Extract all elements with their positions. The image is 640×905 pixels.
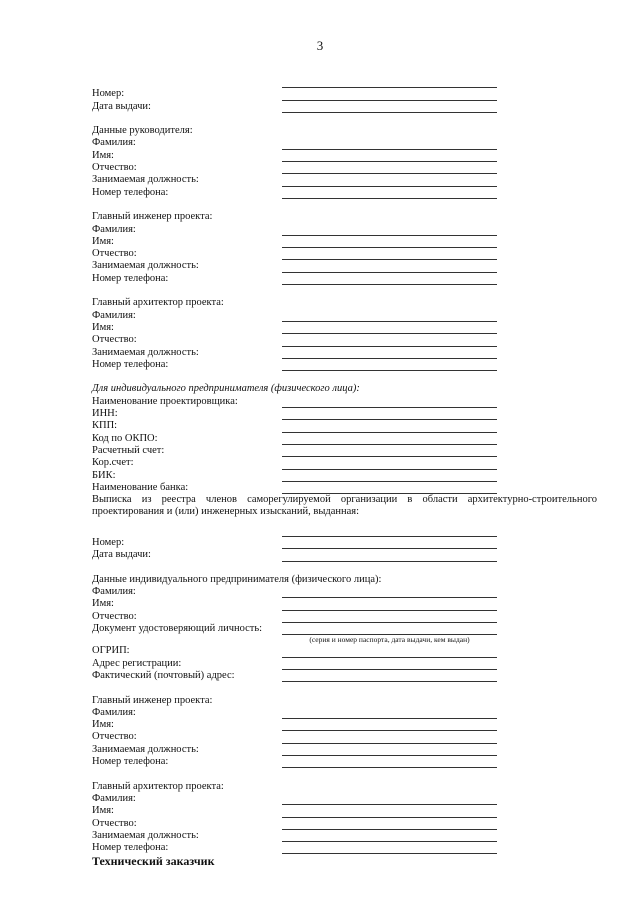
architect2-phone-row bbox=[92, 842, 597, 854]
ip-name-row bbox=[92, 598, 597, 610]
page-number: 3 bbox=[316, 38, 324, 53]
architect2-phone-field[interactable] bbox=[282, 853, 497, 854]
manager-phone-field[interactable] bbox=[282, 198, 497, 199]
engineer2-name-label: Имя: bbox=[92, 719, 114, 731]
ip-name-label: Имя: bbox=[92, 598, 114, 610]
manager-surname-row bbox=[92, 137, 597, 149]
issue-date-row-2 bbox=[92, 549, 597, 561]
okpo-label: Код по ОКПО: bbox=[92, 432, 158, 444]
corr-account-label: Кор.счет: bbox=[92, 457, 134, 469]
ip-surname-row bbox=[92, 586, 597, 598]
reg-address-label: Адрес регистрации: bbox=[92, 657, 182, 669]
ip-patronymic-label: Отчество: bbox=[92, 610, 137, 622]
architect2-patronymic-row bbox=[92, 818, 597, 830]
architect-phone-field[interactable] bbox=[282, 370, 497, 371]
manager-patronymic-row bbox=[92, 162, 597, 174]
architect2-surname-label: Фамилия: bbox=[92, 792, 136, 804]
bik-label: БИК: bbox=[92, 469, 116, 481]
ogrip-row bbox=[92, 645, 597, 657]
engineer2-phone-field[interactable] bbox=[282, 767, 497, 768]
number-row bbox=[92, 88, 597, 100]
technical-customer-heading: Технический заказчик bbox=[92, 854, 215, 869]
architect-position-label: Занимаемая должность: bbox=[92, 346, 199, 358]
engineer-surname-row bbox=[92, 224, 597, 236]
engineer-surname-label: Фамилия: bbox=[92, 223, 136, 235]
architect2-patronymic-label: Отчество: bbox=[92, 817, 137, 829]
id-document-hint: (серия и номер паспорта, дата выдачи, кем выдан) bbox=[309, 635, 470, 645]
account-row bbox=[92, 445, 597, 457]
manager-heading: Данные руководителя: bbox=[92, 125, 193, 137]
issue-date-label-2: Дата выдачи: bbox=[92, 549, 151, 561]
engineer2-surname-label: Фамилия: bbox=[92, 706, 136, 718]
architect2-name-label: Имя: bbox=[92, 805, 114, 817]
engineer2-surname-row bbox=[92, 707, 597, 719]
architect-surname-label: Фамилия: bbox=[92, 309, 136, 321]
ip-patronymic-row bbox=[92, 611, 597, 623]
architect2-name-row bbox=[92, 805, 597, 817]
id-document-row bbox=[92, 623, 597, 635]
bank-name-field[interactable] bbox=[282, 493, 497, 494]
ip-surname-label: Фамилия: bbox=[92, 586, 136, 598]
kpp-row bbox=[92, 420, 597, 432]
corr-account-row bbox=[92, 457, 597, 469]
engineer2-position-label: Занимаемая должность: bbox=[92, 743, 199, 755]
number-label-2: Номер: bbox=[92, 536, 125, 548]
number-label: Номер: bbox=[92, 88, 125, 100]
chief-engineer-heading-2: Главный инженер проекта: bbox=[92, 694, 213, 706]
bank-name-row bbox=[92, 482, 597, 494]
engineer2-patronymic-row bbox=[92, 731, 597, 743]
chief-architect-heading-2: Главный архитектор проекта: bbox=[92, 780, 224, 792]
engineer-position-label: Занимаемая должность: bbox=[92, 260, 199, 272]
manager-name-row bbox=[92, 150, 597, 162]
engineer2-phone-label: Номер телефона: bbox=[92, 756, 169, 768]
actual-address-field[interactable] bbox=[282, 681, 497, 682]
okpo-row bbox=[92, 433, 597, 445]
engineer2-phone-row bbox=[92, 756, 597, 768]
architect-phone-label: Номер телефона: bbox=[92, 358, 169, 370]
architect2-surname-row bbox=[92, 793, 597, 805]
actual-address-row bbox=[92, 670, 597, 682]
sro-extract-text: Выписка из реестра членов саморегулируемой организации в области архитектурно-строительного проектирования и (или) инженерных изысканий, выданная: bbox=[92, 494, 597, 518]
architect2-phone-label: Номер телефона: bbox=[92, 842, 169, 854]
manager-patronymic-label: Отчество: bbox=[92, 162, 137, 174]
blank-line[interactable] bbox=[92, 525, 597, 537]
engineer2-name-row bbox=[92, 719, 597, 731]
architect2-position-row bbox=[92, 830, 597, 842]
issue-date-field-2[interactable] bbox=[282, 561, 497, 562]
architect-surname-row bbox=[92, 310, 597, 322]
architect-phone-row bbox=[92, 359, 597, 371]
engineer-patronymic-row bbox=[92, 248, 597, 260]
architect-patronymic-label: Отчество: bbox=[92, 334, 137, 346]
ogrip-label: ОГРИП: bbox=[92, 645, 130, 657]
manager-surname-label: Фамилия: bbox=[92, 137, 136, 149]
issue-date-label: Дата выдачи: bbox=[92, 100, 151, 112]
number-row-2 bbox=[92, 537, 597, 549]
form-content bbox=[92, 76, 597, 868]
architect2-position-label: Занимаемая должность: bbox=[92, 829, 199, 841]
engineer2-patronymic-label: Отчество: bbox=[92, 731, 137, 743]
blank-line[interactable] bbox=[92, 76, 597, 88]
engineer2-position-row bbox=[92, 744, 597, 756]
inn-row bbox=[92, 408, 597, 420]
designer-name-row bbox=[92, 396, 597, 408]
engineer-name-label: Имя: bbox=[92, 235, 114, 247]
manager-position-row bbox=[92, 174, 597, 186]
chief-engineer-heading: Главный инженер проекта: bbox=[92, 211, 213, 223]
engineer-phone-label: Номер телефона: bbox=[92, 272, 169, 284]
engineer-name-row bbox=[92, 236, 597, 248]
architect-name-label: Имя: bbox=[92, 321, 114, 333]
issue-date-row bbox=[92, 101, 597, 113]
account-label: Расчетный счет: bbox=[92, 444, 165, 456]
manager-phone-row bbox=[92, 187, 597, 199]
engineer-phone-field[interactable] bbox=[282, 284, 497, 285]
architect-name-row bbox=[92, 322, 597, 334]
bik-row bbox=[92, 470, 597, 482]
id-document-hint-row bbox=[92, 635, 597, 645]
bank-name-label: Наименование банка: bbox=[92, 481, 189, 493]
manager-phone-label: Номер телефона: bbox=[92, 186, 169, 198]
actual-address-label: Фактический (почтовый) адрес: bbox=[92, 669, 235, 681]
chief-architect-heading: Главный архитектор проекта: bbox=[92, 297, 224, 309]
engineer-patronymic-label: Отчество: bbox=[92, 248, 137, 260]
id-document-label: Документ удостоверяющий личность: bbox=[92, 623, 263, 635]
designer-name-label: Наименование проектировщика: bbox=[92, 395, 238, 407]
inn-label: ИНН: bbox=[92, 408, 118, 420]
issue-date-field[interactable] bbox=[282, 112, 497, 113]
engineer-position-row bbox=[92, 260, 597, 272]
manager-position-label: Занимаемая должность: bbox=[92, 174, 199, 186]
manager-name-label: Имя: bbox=[92, 149, 114, 161]
entrepreneur-data-heading: Данные индивидуального предпринимателя (физического лица): bbox=[92, 573, 382, 585]
reg-address-row bbox=[92, 658, 597, 670]
architect-patronymic-row bbox=[92, 334, 597, 346]
entrepreneur-heading: Для индивидуального предпринимателя (физического лица): bbox=[92, 383, 360, 395]
engineer-phone-row bbox=[92, 273, 597, 285]
architect-position-row bbox=[92, 347, 597, 359]
kpp-label: КПП: bbox=[92, 420, 118, 432]
